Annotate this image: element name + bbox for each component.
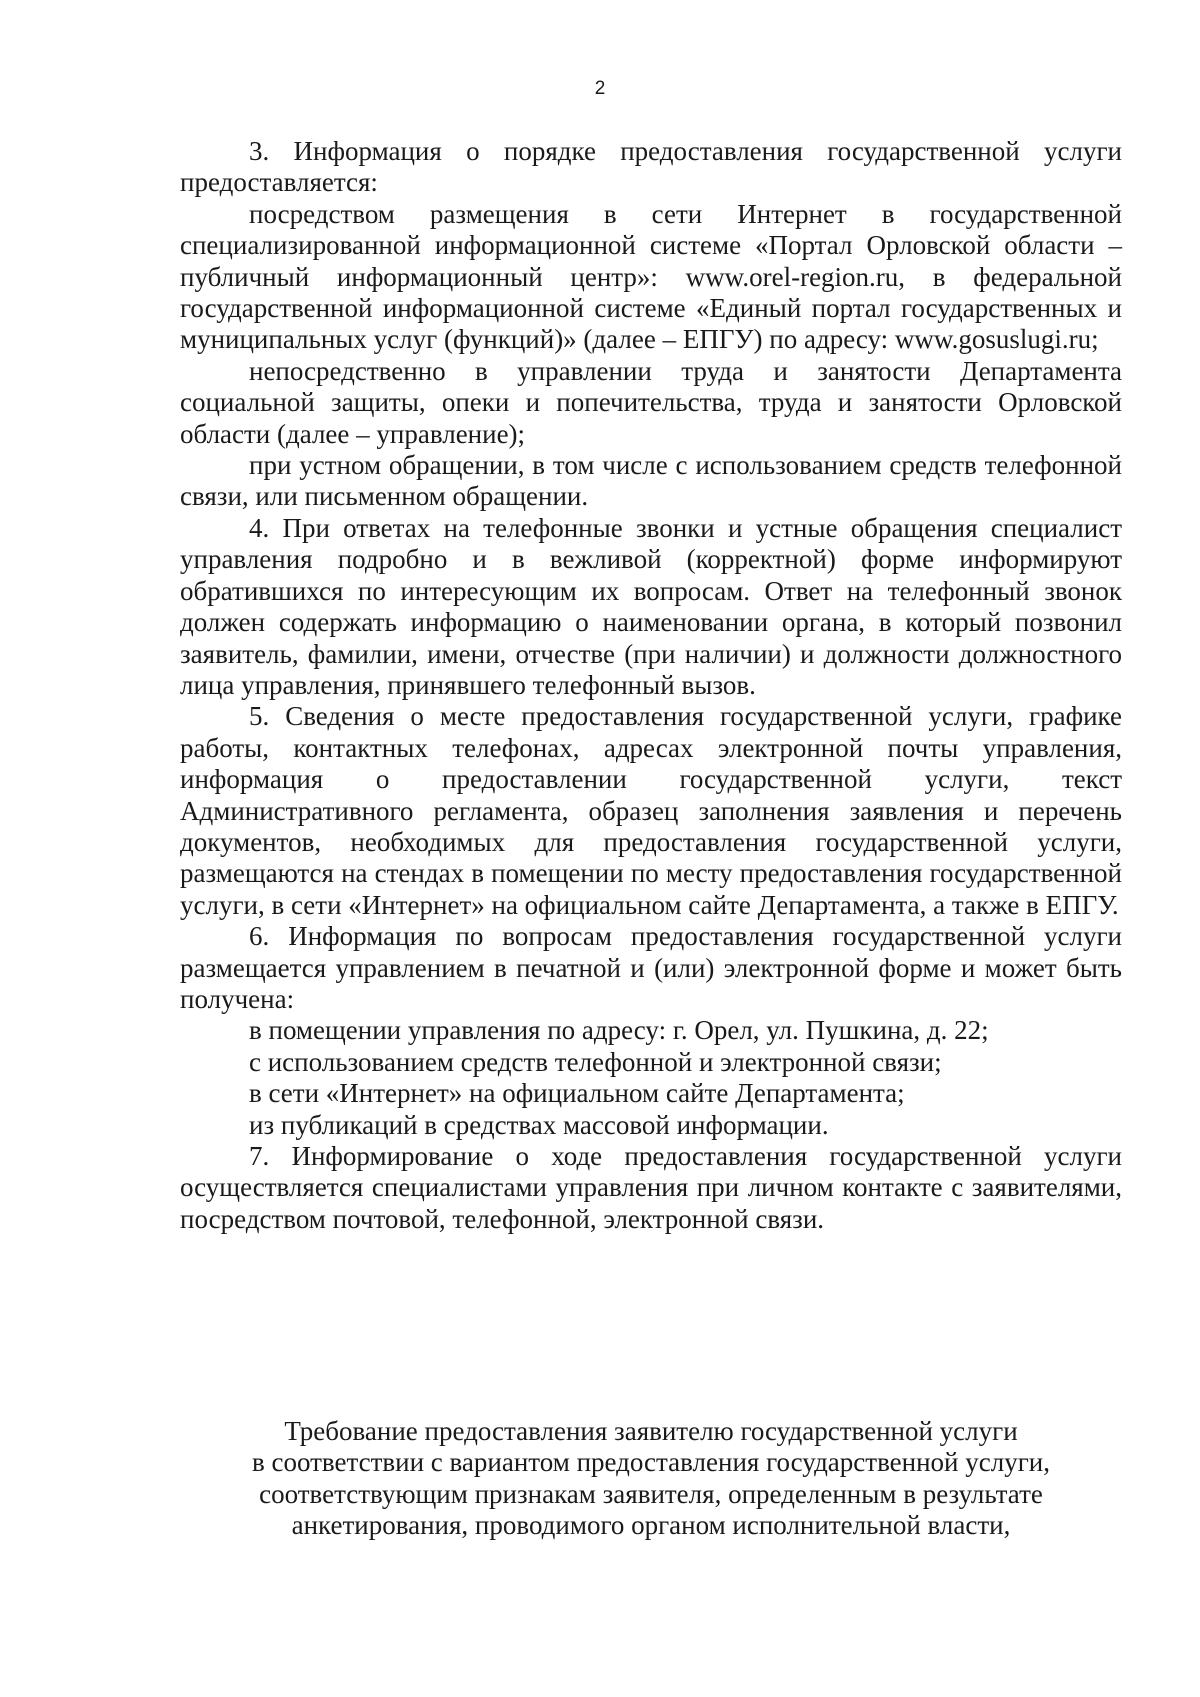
list-item-phone-electronic: с использованием средств телефонной и электронной связи;	[249, 1046, 942, 1077]
page-number: 2	[594, 78, 606, 99]
paragraph-4-phone-calls: 4. При ответах на телефонные звонки и устные обращения специалист управления подробно и в вежливой (корректной) форме информируют обратившихся по интересующим их вопросам. Ответ на телефонный звонок должен содержать информацию о наименовании органа, в который позвонил заявитель, фамилии, имени, отчестве (при наличии) и должности должностного лица управления, принявшего телефонный вызов.	[180, 512, 1122, 700]
heading-line: соответствующим признакам заявителя, определенным в результате	[259, 1478, 1043, 1509]
paragraph-oral-written: при устном обращении, в том числе с использованием средств телефонной связи, или письменном обращении.	[180, 450, 1122, 512]
heading-line: Требование предоставления заявителю государственной услуги	[284, 1416, 1018, 1446]
section-heading	[180, 1416, 1122, 1542]
paragraph-7-progress-informing: 7. Информирование о ходе предоставления государственной услуги осуществляется специалистами управления при личном контакте с заявителями, посредством почтовой, телефонной, электронной связи.	[180, 1141, 1122, 1234]
list-item-office-address: в помещении управления по адресу: г. Орел, ул. Пушкина, д. 22;	[249, 1015, 989, 1046]
paragraph-directly-in-department: непосредственно в управлении труда и занятости Департамента социальной защиты, опеки и попечительства, труда и занятости Орловской области (далее – управление);	[180, 355, 1122, 449]
paragraph-internet-portals: посредством размещения в сети Интернет в государственной специализированной информационной системе «Портал Орловской области – публичный информационный центр»: www.orel-region.ru, в федеральной государственной информационной системе «Единый портал государственных и муниципальных услуг (функций)» (далее – ЕПГУ) по адресу: www.gosuslugi.ru;	[180, 198, 1122, 355]
paragraph-3-intro: 3. Информация о порядке предоставления государственной услуги предоставляется:	[180, 136, 1122, 198]
heading-line: в соответствии с вариантом предоставления государственной услуги,	[252, 1447, 1050, 1478]
heading-line: анкетирования, проводимого органом исполнительной власти,	[291, 1510, 1011, 1541]
list-item-mass-media: из публикаций в средствах массовой информации.	[249, 1109, 829, 1140]
list-item-internet-site: в сети «Интернет» на официальном сайте Департамента;	[249, 1078, 905, 1109]
document-body	[180, 136, 1122, 1235]
paragraph-5-information-stands: 5. Сведения о месте предоставления государственной услуги, графике работы, контактных телефонах, адресах электронной почты управления, информация о предоставлении государственной услуги, текст Административного регламента, образец заполнения заявления и перечень документов, необходимых для предоставления государственной услуги, размещаются на стендах в помещении по месту предоставления государственной услуги, в сети «Интернет» на официальном сайте Департамента, а также в ЕПГУ.	[180, 701, 1122, 920]
paragraph-6-information-placement: 6. Информация по вопросам предоставления государственной услуги размещается управлением в печатной и (или) электронной форме и может быть получена:	[180, 921, 1122, 1014]
